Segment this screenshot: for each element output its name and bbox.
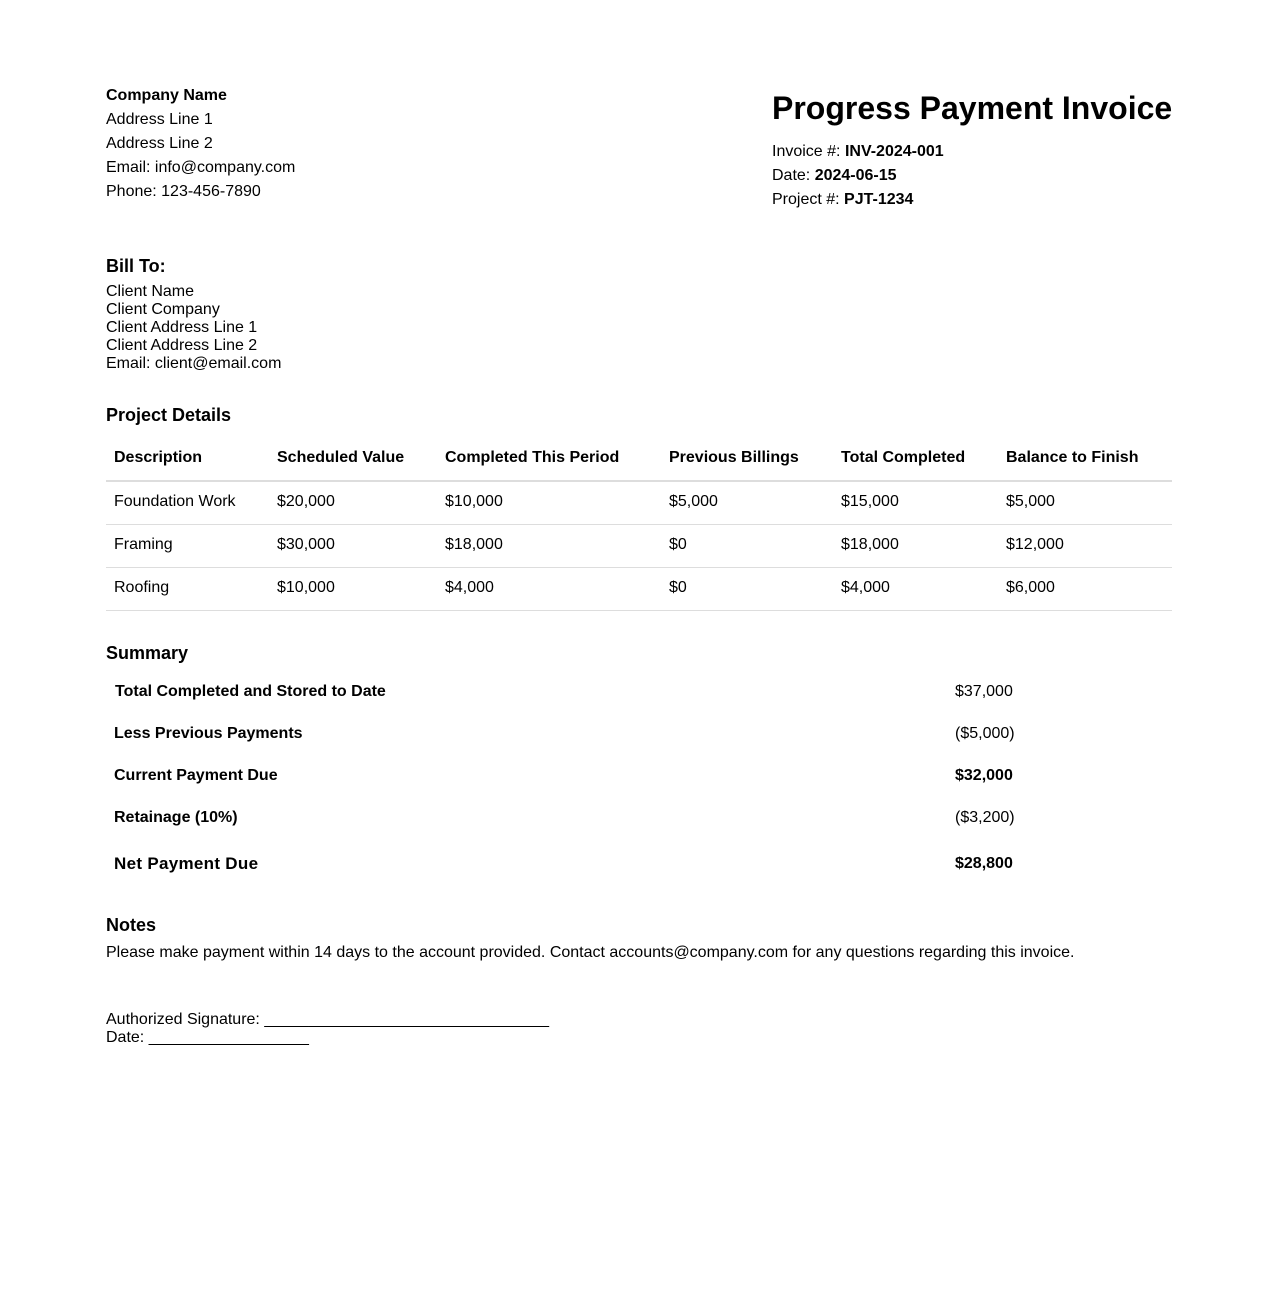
summary-label: Net Payment Due [114,854,259,873]
project-details-heading: Project Details [106,405,232,425]
invoice-number-line [772,140,1172,164]
cell-completed-this-period: $18,000 [437,525,661,568]
summary-row-retainage [106,797,1172,839]
column-header-previous-billings: Previous Billings [661,437,833,481]
project-details-table [106,437,1172,611]
summary-value: $28,800 [955,855,1013,872]
invoice-date-line [772,164,1172,188]
summary-value: ($3,200) [955,809,1015,826]
client-email: Email: client@email.com [106,355,282,372]
notes-heading: Notes [106,915,157,935]
summary-table [106,671,1172,889]
column-header-description: Description [106,437,269,481]
cell-scheduled-value: $30,000 [269,525,437,568]
authorized-signature-line: Authorized Signature: ________________________________ [106,1011,550,1028]
client-company: Client Company [106,301,220,318]
summary-value: ($5,000) [955,725,1015,742]
invoice-date-label: Date: [772,167,811,184]
summary-label: Current Payment Due [114,767,278,784]
cell-description: Framing [106,525,269,568]
summary-value: $32,000 [955,767,1013,784]
client-address-line-2: Client Address Line 2 [106,337,258,354]
column-header-scheduled-value: Scheduled Value [269,437,437,481]
cell-total-completed: $18,000 [833,525,998,568]
signature-section [106,1011,1172,1047]
company-name: Company Name [106,87,227,104]
company-info [106,84,295,204]
summary-label: Less Previous Payments [114,725,303,742]
client-address-line-1: Client Address Line 1 [106,319,258,336]
summary-row-current-payment-due [106,755,1172,797]
cell-scheduled-value: $20,000 [269,481,437,525]
company-email: Email: info@company.com [106,159,296,176]
notes-text: Please make payment within 14 days to the account provided. Contact accounts@company.com for any questions regarding this invoice. [106,944,1075,961]
project-number-label: Project #: [772,191,840,208]
invoice-number-label: Invoice #: [772,143,841,160]
cell-description: Roofing [106,568,269,611]
summary-value: $37,000 [955,683,1013,700]
cell-total-completed: $15,000 [833,481,998,525]
page-title: Progress Payment Invoice [772,90,1173,126]
company-address-line-2: Address Line 2 [106,135,213,152]
cell-balance-to-finish: $6,000 [998,568,1172,611]
project-number: PJT-1234 [844,191,914,208]
summary-row-less-previous-payments [106,713,1172,755]
cell-total-completed: $4,000 [833,568,998,611]
bill-to-heading: Bill To: [106,256,166,276]
table-header-row [106,437,1172,481]
cell-description: Foundation Work [106,481,269,525]
invoice-meta [772,88,1172,212]
cell-balance-to-finish: $12,000 [998,525,1172,568]
summary-section [106,641,1172,889]
column-header-total-completed: Total Completed [833,437,998,481]
invoice-header [106,84,1172,212]
client-name: Client Name [106,283,195,300]
table-row [106,568,1172,611]
cell-completed-this-period: $4,000 [437,568,661,611]
table-row [106,481,1172,525]
signature-date-line: Date: __________________ [106,1029,309,1046]
company-address-line-1: Address Line 1 [106,111,213,128]
invoice-number: INV-2024-001 [844,143,944,160]
summary-label: Retainage (10%) [114,809,238,826]
cell-balance-to-finish: $5,000 [998,481,1172,525]
column-header-balance-to-finish: Balance to Finish [998,437,1172,481]
company-phone: Phone: 123-456-7890 [106,183,261,200]
invoice-content [106,84,1172,1047]
cell-previous-billings: $5,000 [661,481,833,525]
notes-section [106,913,1172,965]
cell-previous-billings: $0 [661,568,833,611]
cell-scheduled-value: $10,000 [269,568,437,611]
project-details-section [106,403,1172,611]
summary-row-total-completed [106,671,1172,713]
summary-row-net-payment-due [106,839,1172,889]
cell-completed-this-period: $10,000 [437,481,661,525]
table-row [106,525,1172,568]
project-number-line [772,188,1172,212]
column-header-completed-this-period: Completed This Period [437,437,661,481]
bill-to-section [106,254,1172,373]
cell-previous-billings: $0 [661,525,833,568]
invoice-date: 2024-06-15 [814,167,897,184]
summary-heading: Summary [106,643,189,663]
summary-label: Total Completed and Stored to Date [115,683,386,700]
